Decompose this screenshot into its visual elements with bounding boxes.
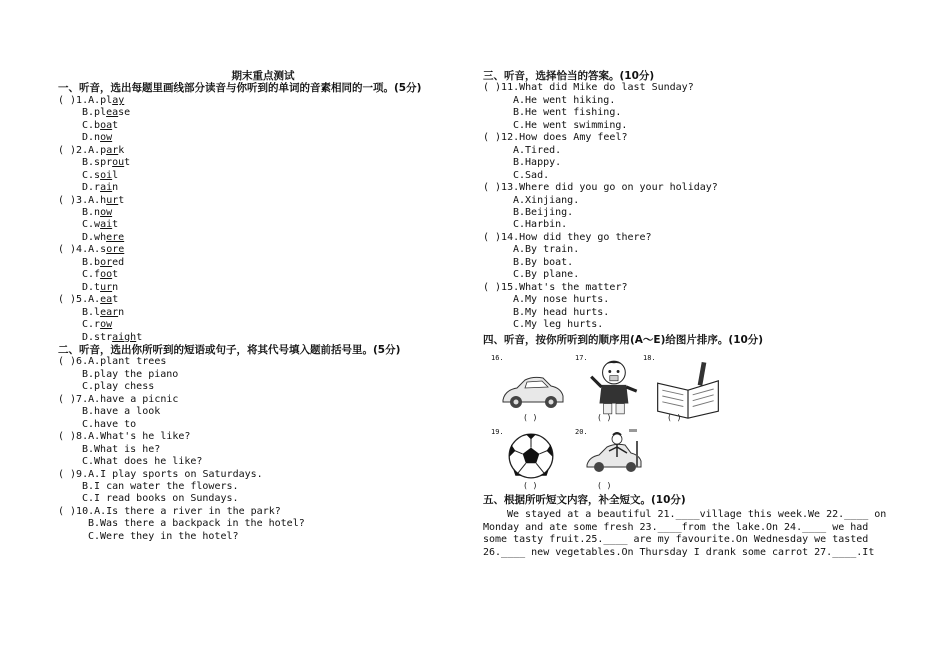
underlined-letters: ore <box>106 244 125 256</box>
question-9: ( )9.A.I play sports on Saturdays. <box>58 468 263 480</box>
option: C.foot <box>82 269 119 281</box>
answer-paren: ( ) <box>597 480 612 490</box>
passage-line: 26.____ new vegetables.On Thursday I drank some carrot 27.____.It <box>483 546 875 558</box>
answer-paren: ( ) <box>597 412 612 422</box>
underlined-letters: oa <box>100 119 113 131</box>
underlined-letters: ar <box>106 144 119 156</box>
option: D.now <box>82 132 113 144</box>
underlined-letters: ai <box>100 182 113 194</box>
question-10: ( )10.A.Is there a river in the park? <box>58 505 281 517</box>
question-8: ( )8.A.What's he like? <box>58 431 191 443</box>
question-5: ( )5.A.eat <box>58 294 119 306</box>
question-1: ( )1.A.play <box>58 94 125 106</box>
underlined-letters: ay <box>112 94 125 106</box>
section4-heading: 四、听音，按你所听到的顺序用(A～E)给图片排序。(10分) <box>483 333 764 346</box>
option: B.please <box>82 107 131 119</box>
question-3: ( )3.A.hurt <box>58 194 125 206</box>
underlined-letters: ow <box>100 206 113 218</box>
section5-heading: 五、根据所听短文内容，补全短文。(10分) <box>483 493 686 506</box>
underlined-letters: ai <box>100 219 113 231</box>
option: B.He went fishing. <box>513 107 622 119</box>
option: B.sprout <box>82 157 131 169</box>
option: B.play the piano <box>82 368 179 380</box>
underlined-letters: ea <box>100 294 113 306</box>
option: B.I can water the flowers. <box>82 480 239 492</box>
picture-number: 16. <box>491 353 504 362</box>
underlined-letters: ur <box>100 281 113 293</box>
option: B.have a look <box>82 406 161 418</box>
underlined-letters: ow <box>100 319 113 331</box>
option: B.My head hurts. <box>513 306 610 318</box>
option: C.Sad. <box>513 169 550 181</box>
left-column <box>58 70 468 543</box>
option: A.By train. <box>513 244 580 256</box>
option: B.Happy. <box>513 157 562 169</box>
option: D.straight <box>82 331 143 343</box>
section2-heading: 二、听音，选出你所听到的短语或句子，将其代号填入题前括号里。(5分) <box>58 343 401 356</box>
underlined-letters: aigh <box>112 331 137 343</box>
question-4: ( )4.A.sore <box>58 244 125 256</box>
picture-number: 18. <box>643 353 656 362</box>
question-12: ( )12.How does Amy feel? <box>483 132 628 144</box>
passage-line: We stayed at a beautiful 21.____village this week.We 22.____ on <box>507 509 887 521</box>
question-15: ( )15.What's the matter? <box>483 281 628 293</box>
option: C.soil <box>82 169 119 181</box>
question-6: ( )6.A.plant trees <box>58 356 167 368</box>
answer-paren: ( ) <box>667 412 682 422</box>
underlined-letters: ou <box>112 157 125 169</box>
option: C.By plane. <box>513 269 580 281</box>
underlined-letters: ur <box>106 194 119 206</box>
page-title: 期末重点测试 <box>231 70 295 82</box>
option: C.Harbin. <box>513 219 568 231</box>
option: B.By boat. <box>513 256 574 268</box>
option: B.Was there a backpack in the hotel? <box>88 518 305 530</box>
picture-number: 17. <box>575 353 588 362</box>
picture-number: 20. <box>575 427 588 436</box>
option: C.have to <box>82 418 137 430</box>
option: C.row <box>82 319 113 331</box>
soccer-ball-icon <box>503 430 559 482</box>
underlined-letters: or <box>100 256 113 268</box>
underlined-letters: ear <box>100 306 119 318</box>
underlined-letters: ow <box>100 132 113 144</box>
option: B.bored <box>82 256 125 268</box>
option: A.My nose hurts. <box>513 294 610 306</box>
right-column <box>483 70 895 559</box>
question-14: ( )14.How did they go there? <box>483 231 652 243</box>
question-13: ( )13.Where did you go on your holiday? <box>483 182 718 194</box>
option: C.I read books on Sundays. <box>82 493 239 505</box>
option: D.rain <box>82 182 119 194</box>
man-car-icon <box>583 424 653 486</box>
book-icon <box>653 358 723 420</box>
question-7: ( )7.A.have a picnic <box>58 393 179 405</box>
option: A.He went hiking. <box>513 94 616 106</box>
passage-line: Monday and ate some fresh 23.____from the lake.On 24.____ we had <box>483 521 869 533</box>
underlined-letters: ere <box>106 231 125 243</box>
option: B.What is he? <box>82 443 161 455</box>
option: C.wait <box>82 219 119 231</box>
underlined-letters: oi <box>100 169 113 181</box>
sick-boy-icon <box>581 356 651 418</box>
picture-number: 19. <box>491 427 504 436</box>
option: D.where <box>82 231 125 243</box>
section3-heading: 三、听音，选择恰当的答案。(10分) <box>483 70 655 82</box>
underlined-letters: ea <box>106 107 119 119</box>
section1-heading: 一、听音，选出每题里画线部分读音与你听到的单词的音素相同的一项。(5分) <box>58 82 422 95</box>
option: A.Tired. <box>513 144 562 156</box>
option: C.Were they in the hotel? <box>88 530 239 542</box>
answer-paren: ( ) <box>523 412 538 422</box>
option: C.My leg hurts. <box>513 319 604 331</box>
option: B.Beijing. <box>513 206 574 218</box>
passage <box>483 509 895 559</box>
answer-paren: ( ) <box>523 480 538 490</box>
option: B.now <box>82 206 113 218</box>
passage-line: some tasty fruit.25.____ are my favourite.On Wednesday we tasted <box>483 534 869 546</box>
option: D.turn <box>82 281 119 293</box>
option: C.boat <box>82 119 119 131</box>
option: B.learn <box>82 306 125 318</box>
option: C.play chess <box>82 381 155 393</box>
question-2: ( )2.A.park <box>58 144 125 156</box>
option: C.He went swimming. <box>513 119 628 131</box>
question-11: ( )11.What did Mike do last Sunday? <box>483 82 694 94</box>
underlined-letters: oo <box>100 269 113 281</box>
section1-questions <box>58 95 468 344</box>
picture-grid <box>483 350 895 490</box>
option: C.What does he like? <box>82 456 203 468</box>
option: A.Xinjiang. <box>513 194 580 206</box>
